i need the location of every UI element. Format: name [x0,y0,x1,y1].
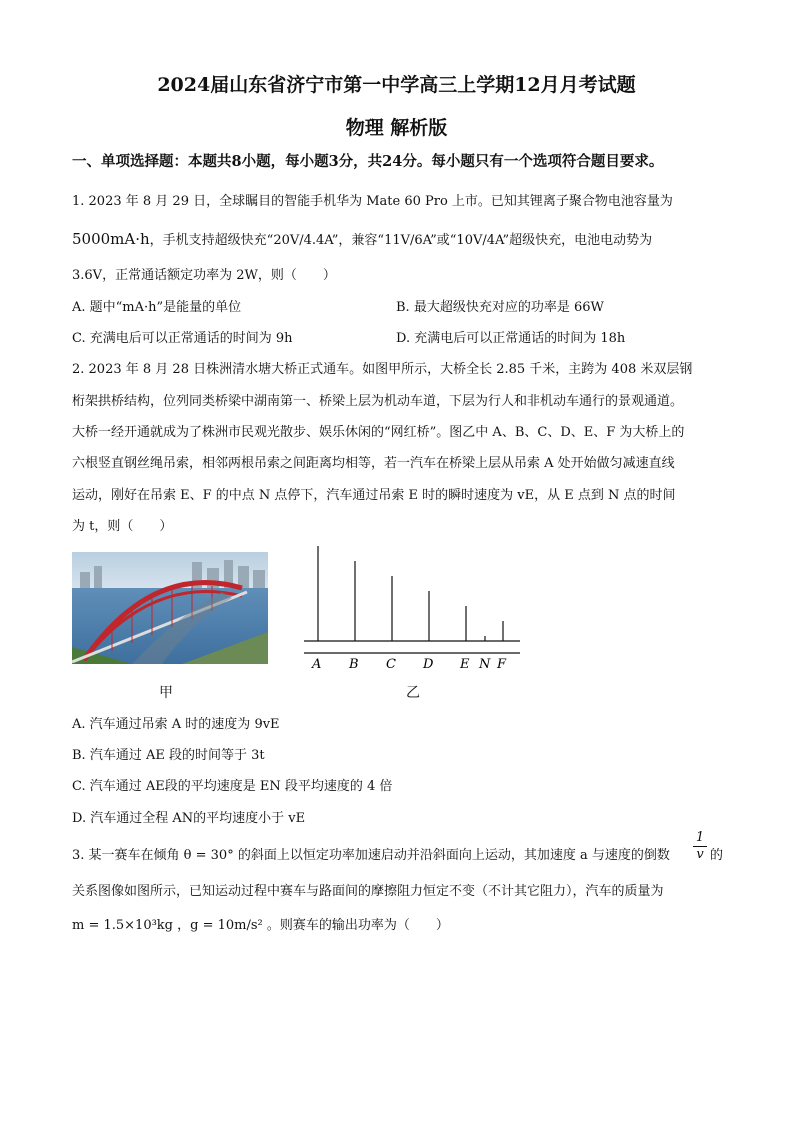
q3-fraction [693,830,707,863]
section-heading: 一、单项选择题：本题共8小题，每小题3分，共24分。每小题只有一个选项符合题目要求。 [72,153,664,170]
cable-diagram [298,540,528,675]
q2-line6: 为 t，则（ ） [72,519,173,534]
label-e: E [460,657,470,672]
q1-option-a: A. 题中“mA·h”是能量的单位 [72,300,242,315]
q2-line4: 六根竖直钢丝绳吊索，相邻两根吊索之间距离均相等，若一汽车在桥梁上层从吊索 A 处开始做匀减速直线 [72,456,675,471]
label-a: A [312,657,322,672]
q1-option-d: D. 充满电后可以正常通话的时间为 18h [396,331,626,346]
q3-frac-num: 1 [693,830,707,847]
q3-line1: 3. 某一赛车在倾角 θ = 30° 的斜面上以恒定功率加速启动并沿斜面向上运动，其加速度 a 与速度的倒数 [72,848,670,863]
label-c: C [386,657,396,672]
paper-subtitle: 物理 解析版 [345,117,448,139]
q1-option-b: B. 最大超级快充对应的功率是 66W [396,300,604,315]
q2-option-b: B. 汽车通过 AE 段的时间等于 3t [72,748,265,763]
label-d: D [423,657,434,672]
q3-frac-den: v [696,847,704,862]
q1-line2: 5000mA·h，手机支持超级快充“20V/4.4A”，兼容“11V/6A”或“10V/4A”超级快充，电池电动势为 [72,230,653,248]
q1-line3: 3.6V，正常通话额定功率为 2W，则（ ） [72,268,336,283]
q2-option-c: C. 汽车通过 AE段的平均速度是 EN 段平均速度的 4 倍 [72,779,393,794]
q1-line1: 1. 2023 年 8 月 29 日，全球瞩目的智能手机华为 Mate 60 Pro 上市。已知其锂离子聚合物电池容量为 [72,194,673,209]
q2-line2: 桁架拱桥结构，位列同类桥梁中湖南第一、桥梁上层为机动车道，下层为行人和非机动车通行的景观通道。 [72,394,684,409]
q1-capacity-math: 5000mA·h [72,230,150,248]
q2-line5: 运动，刚好在吊索 E、F 的中点 N 点停下，汽车通过吊索 E 时的瞬时速度为 vE，从 E 点到 N 点的时间 [72,488,676,503]
q3-line2: 关系图像如图所示，已知运动过程中赛车与路面间的摩擦阻力恒定不变（不计其它阻力），汽车的质量为 [72,884,664,899]
q3-line3: m = 1.5×10³kg ，g = 10m/s² 。则赛车的输出功率为（ ） [72,918,449,933]
paper-title: 2024届山东省济宁市第一中学高三上学期12月月考试题 [157,74,636,96]
label-b: B [349,657,359,672]
q2-option-a: A. 汽车通过吊索 A 时的速度为 9vE [72,717,280,732]
q2-line1: 2. 2023 年 8 月 28 日株洲清水塘大桥正式通车。如图甲所示，大桥全长 2.85 千米，主跨为 408 米双层钢 [72,362,693,377]
q3-line1-tail: 的 [710,848,724,863]
label-n: N [479,657,491,672]
q1-option-c: C. 充满电后可以正常通话的时间为 9h [72,331,293,346]
bridge-photo [72,552,268,664]
q2-line3: 大桥一经开通就成为了株洲市民观光散步、娱乐休闲的“网红桥”。图乙中 A、B、C、D、E、F 为大桥上的 [72,425,685,440]
caption-left: 甲 [159,685,173,701]
label-f: F [497,657,507,672]
q2-option-d: D. 汽车通过全程 AN的平均速度小于 vE [72,811,306,826]
caption-right: 乙 [406,685,420,701]
